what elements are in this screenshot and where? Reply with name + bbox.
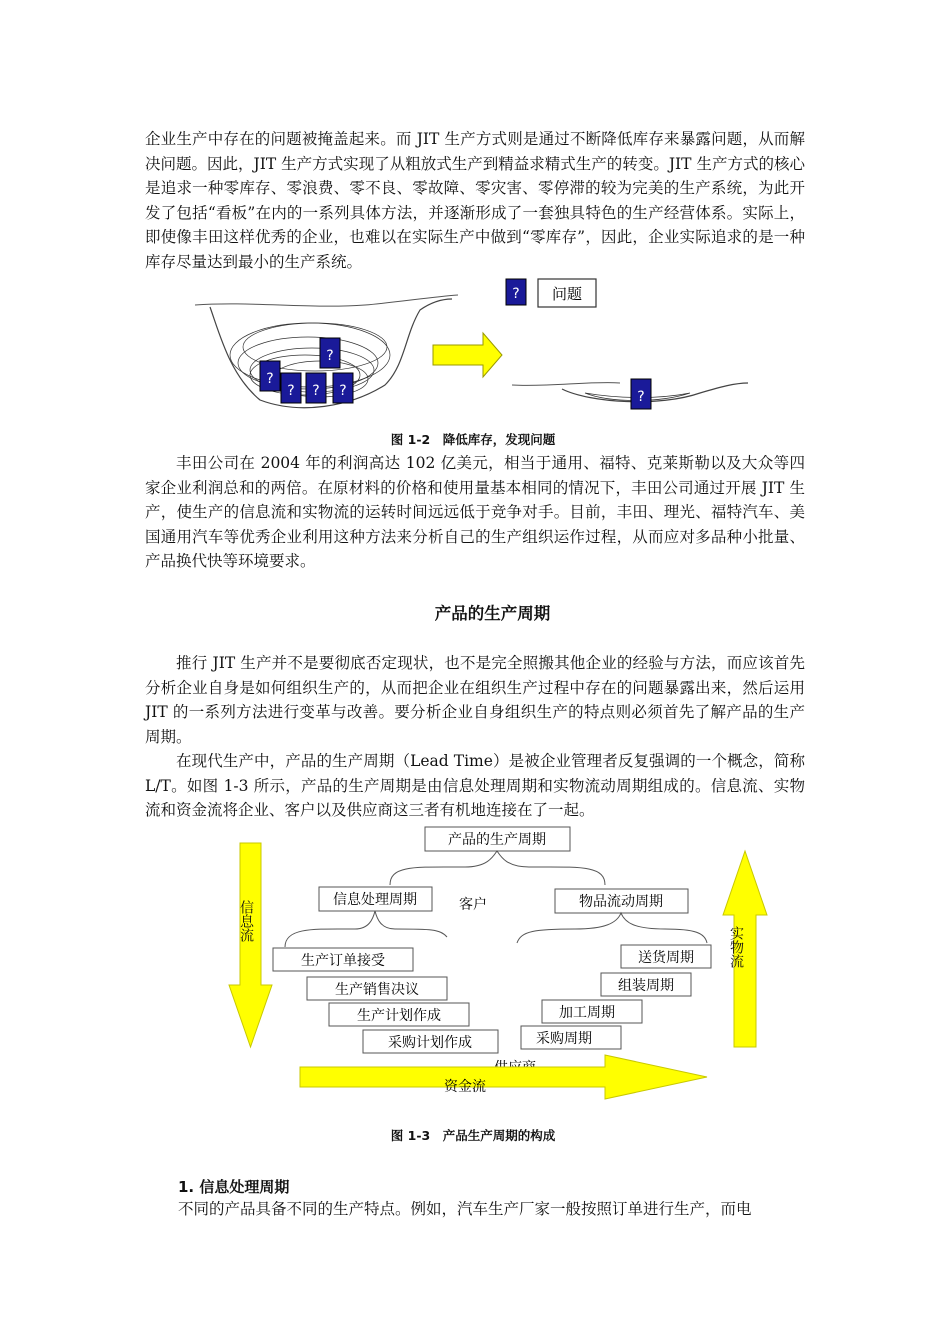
svg-text:采购周期: 采购周期 bbox=[536, 1031, 592, 1047]
paragraph-3: 推行 JIT 生产并不是要彻底否定现状，也不是完全照搬其他企业的经验与方法，而应该首先分析企业自身是如何组织生产的，从而把企业在组织生产过程中存在的问题暴露出来，然后运用 JIT 的一系列方法进行变革与改善。要分析企业自身组织生产的特点则必须首先了解产品的生产周期。 bbox=[145, 654, 805, 746]
svg-text:产品的生产周期: 产品的生产周期 bbox=[448, 832, 546, 848]
left-brace bbox=[285, 911, 447, 947]
problem-card bbox=[260, 361, 280, 391]
problem-card bbox=[333, 373, 353, 403]
figure-lead-time bbox=[225, 825, 770, 1100]
problem-card bbox=[281, 373, 301, 403]
problem-card bbox=[320, 338, 340, 368]
svg-text:?: ? bbox=[287, 383, 295, 399]
svg-text:生产订单接受: 生产订单接受 bbox=[301, 953, 385, 969]
svg-text:?: ? bbox=[312, 383, 320, 399]
customer-label: 客户 bbox=[459, 897, 487, 913]
figure-1-3-caption: 图 1-3 产品生产周期的构成 bbox=[390, 1128, 556, 1143]
money-flow-label: 资金流 bbox=[444, 1079, 486, 1095]
figure-inventory-problems bbox=[190, 275, 750, 425]
problem-card bbox=[506, 279, 526, 305]
section-title: 产品的生产周期 bbox=[434, 604, 551, 623]
figure-1-2-caption: 图 1-2 降低库存，发现问题 bbox=[390, 432, 556, 447]
right-brace bbox=[517, 913, 707, 943]
paragraph-2: 丰田公司在 2004 年的利润高达 102 亿美元，相当于通用、福特、克莱斯勒以及大众等四家企业利润总和的两倍。在原材料的价格和使用量基本相同的情况下，丰田公司通过开展 JIT 生产，使生产的信息流和实物流的运转时间远远低于竞争对手。目前，丰田、理光、福特汽车、美国通用汽车等优秀企业利用这种方法来分析自己的生产组织运作过程，从而应对多品种小批量、产品换代快等环境要求。 bbox=[145, 454, 805, 571]
svg-text:加工周期: 加工周期 bbox=[559, 1005, 615, 1021]
svg-text:物品流动周期: 物品流动周期 bbox=[579, 894, 663, 910]
problem-card bbox=[631, 379, 651, 409]
water-line-right bbox=[512, 383, 620, 386]
paragraph-1: 企业生产中存在的问题被掩盖起来。而 JIT 生产方式则是通过不断降低库存来暴露问题，从而解决问题。因此，JIT 生产方式实现了从粗放式生产到精益求精式生产的转变。JIT 生产方式的核心是追求一种零库存、零浪费、零不良、零故障、零灾害、零停滞的较为完美的生产系统，为此开发了包括“看板”在内的一系列具体方法，并逐渐形成了一套独具特色的生产经营体系。实际上，即使像丰田这样优秀的企业，也难以在实际生产中做到“零库存”，因此，企业实际追求的是一种库存尽量达到最小的生产系统。 bbox=[145, 130, 805, 271]
svg-text:采购计划作成: 采购计划作成 bbox=[388, 1035, 472, 1051]
svg-text:组装周期: 组装周期 bbox=[618, 978, 674, 994]
top-brace bbox=[390, 851, 605, 885]
right-arrow bbox=[433, 333, 502, 377]
svg-text:生产销售决议: 生产销售决议 bbox=[335, 982, 419, 998]
svg-text:?: ? bbox=[326, 348, 334, 364]
paragraph-4: 在现代生产中，产品的生产周期（Lead Time）是被企业管理者反复强调的一个概念，简称 L/T。如图 1-3 所示，产品的生产周期是由信息处理周期和实物流动周期组成的。信息流、实物流和资金流将企业、客户以及供应商这三者有机地连接在了一起。 bbox=[145, 752, 805, 820]
goods-flow-vertical-label: 实物流 bbox=[728, 926, 744, 968]
info-flow-vertical-label: 信息流 bbox=[238, 900, 254, 942]
svg-text:?: ? bbox=[266, 371, 274, 387]
svg-text:信息处理周期: 信息处理周期 bbox=[333, 892, 417, 908]
pond-right bbox=[562, 383, 748, 402]
info-flow-arrow bbox=[229, 843, 272, 1047]
paragraph-5: 不同的产品具备不同的生产特点。例如，汽车生产厂家一般按照订单进行生产，而电 bbox=[178, 1200, 752, 1218]
svg-text:生产计划作成: 生产计划作成 bbox=[357, 1008, 441, 1024]
subsection-heading: 1. 信息处理周期 bbox=[178, 1178, 290, 1196]
svg-text:送货周期: 送货周期 bbox=[638, 950, 694, 966]
svg-text:?: ? bbox=[512, 286, 520, 302]
water-line-left bbox=[195, 295, 458, 306]
svg-text:?: ? bbox=[339, 383, 347, 399]
svg-text:?: ? bbox=[637, 389, 645, 405]
problem-label: 问题 bbox=[551, 285, 583, 303]
problem-card bbox=[306, 373, 326, 403]
